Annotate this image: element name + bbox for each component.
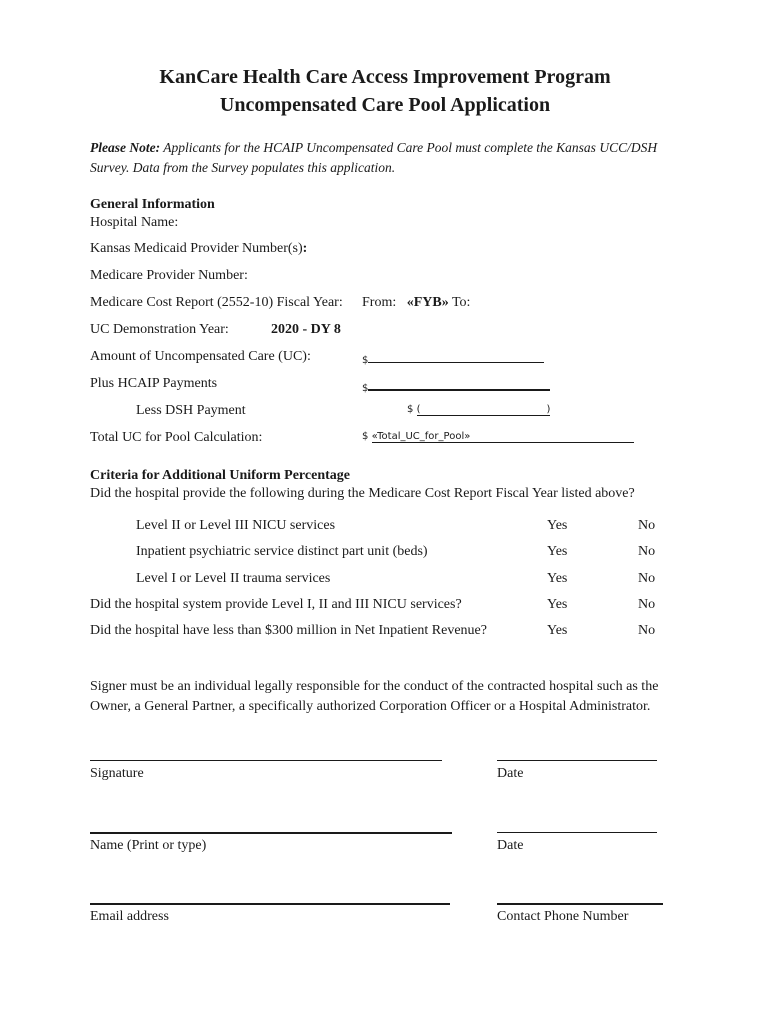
email-line[interactable] [90, 903, 450, 905]
email-label: Email address [90, 909, 169, 924]
total-uc-label: Total UC for Pool Calculation: [90, 430, 263, 445]
less-dsh-field[interactable] [407, 404, 550, 415]
plus-hcaip-line [368, 376, 550, 391]
no-option[interactable]: No [638, 518, 656, 533]
cost-report-label: Medicare Cost Report (2552-10) Fiscal Year: [90, 295, 343, 310]
medicare-provider-label: Medicare Provider Number: [90, 268, 248, 283]
please-note [90, 138, 690, 178]
no-option[interactable]: No [638, 544, 656, 559]
note-text: Applicants for the HCAIP Uncompensated Care Pool must complete the Kansas UCC/DSH Survey. Data from the Survey populates this application. [90, 140, 658, 175]
fyb-field[interactable]: «FYB» [406, 295, 449, 310]
dsh-underline [417, 404, 551, 416]
dollar-sign: $ [407, 404, 414, 415]
amount-uc-line [368, 349, 544, 363]
plus-hcaip-field[interactable] [362, 376, 550, 396]
yes-option[interactable]: Yes [547, 544, 568, 559]
criteria-item-trauma: Level I or Level II trauma services [136, 571, 331, 586]
dsh-paren-close: ) [546, 404, 551, 415]
signature-line[interactable] [90, 760, 442, 761]
criteria-heading: Criteria for Additional Uniform Percentage [90, 468, 350, 483]
date-label-1: Date [497, 766, 524, 781]
total-uc-field[interactable] [362, 431, 634, 443]
plus-hcaip-label: Plus HCAIP Payments [90, 376, 218, 391]
note-label: Please Note: [90, 140, 161, 155]
uc-demo-year-value: 2020 - DY 8 [271, 322, 341, 337]
criteria-item-psych: Inpatient psychiatric service distinct part unit (beds) [136, 544, 428, 559]
yes-option[interactable]: Yes [547, 518, 568, 533]
document-title-line1: KanCare Health Care Access Improvement Program [159, 66, 611, 88]
yes-option[interactable]: Yes [547, 623, 568, 638]
total-uc-value: «Total_UC_for_Pool» [372, 431, 634, 443]
date-line-1[interactable] [497, 760, 657, 761]
criteria-item-system-nicu: Did the hospital system provide Level I, II and III NICU services? [90, 597, 462, 612]
no-option[interactable]: No [638, 571, 656, 586]
criteria-question: Did the hospital provide the following during the Medicare Cost Report Fiscal Year listed above? [90, 486, 635, 501]
date-line-2[interactable] [497, 832, 657, 833]
criteria-item-nicu: Level II or Level III NICU services [136, 518, 336, 533]
criteria-item-revenue: Did the hospital have less than $300 million in Net Inpatient Revenue? [90, 623, 487, 638]
dollar-sign: $ [362, 355, 369, 366]
name-label: Name (Print or type) [90, 838, 207, 853]
amount-uc-field[interactable] [362, 349, 544, 368]
dollar-sign: $ [362, 431, 369, 442]
yes-option[interactable]: Yes [547, 571, 568, 586]
medicaid-provider-label [90, 241, 307, 257]
no-option[interactable]: No [638, 597, 656, 612]
from-label: From: [362, 295, 397, 310]
less-dsh-label: Less DSH Payment [136, 403, 246, 418]
phone-label: Contact Phone Number [497, 909, 629, 924]
to-label: To: [451, 295, 471, 310]
dollar-sign: $ [362, 383, 369, 394]
phone-line[interactable] [497, 903, 663, 905]
hospital-name-label: Hospital Name: [90, 215, 179, 230]
fiscal-year-range [362, 295, 470, 311]
general-info-heading: General Information [90, 197, 215, 212]
signer-statement: Signer must be an individual legally responsible for the conduct of the contracted hospital such as the Owner, a General Partner, a specifically authorized Corporation Officer or a Hospital Administrator. [90, 679, 659, 714]
signature-label: Signature [90, 766, 144, 781]
medicaid-provider-text: Kansas Medicaid Provider Number(s) [90, 241, 303, 256]
no-option[interactable]: No [638, 623, 656, 638]
amount-uc-label: Amount of Uncompensated Care (UC): [90, 349, 311, 364]
yes-option[interactable]: Yes [547, 597, 568, 612]
date-label-2: Date [497, 838, 524, 853]
dsh-paren-open: ( [416, 404, 421, 415]
medicaid-provider-colon: : [302, 241, 308, 256]
uc-demo-year-label: UC Demonstration Year: [90, 322, 229, 337]
name-line[interactable] [90, 832, 452, 834]
document-title-line2: Uncompensated Care Pool Application [219, 94, 551, 116]
